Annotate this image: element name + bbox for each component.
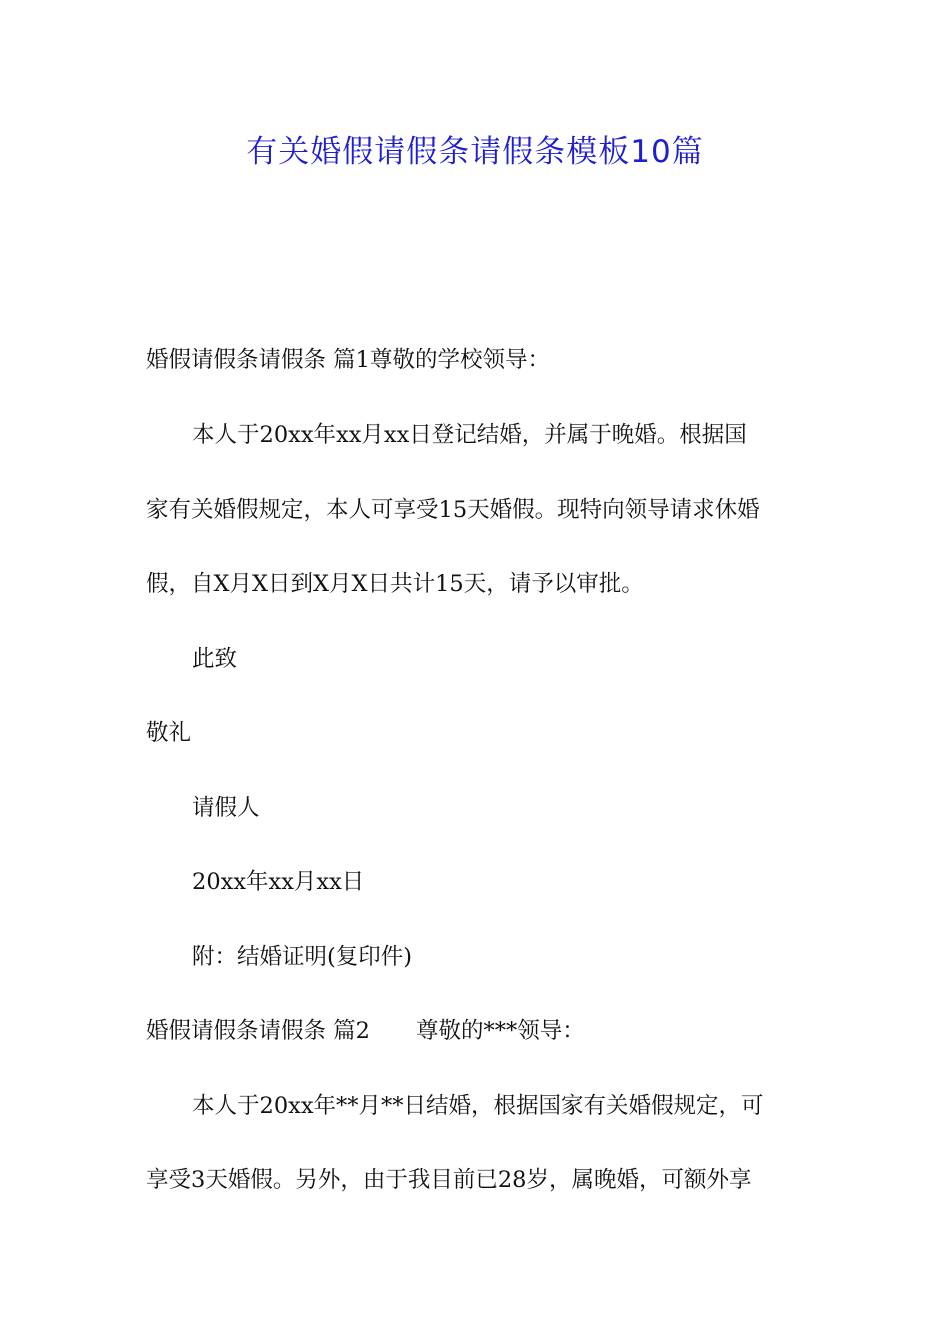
paragraph-line: 本人于20xx年xx月xx日登记结婚，并属于晚婚。根据国: [192, 422, 747, 448]
closing-regards: 敬礼: [146, 720, 192, 746]
signature-date: 20xx年xx月xx日: [192, 869, 365, 895]
closing-salutation: 此致: [192, 646, 238, 672]
attachment-note: 附：结婚证明(复印件): [192, 944, 413, 970]
section-2-title: 婚假请假条请假条 篇2: [146, 1018, 370, 1044]
paragraph-line: 假，自X月X日到X月X日共计15天，请予以审批。: [146, 571, 644, 597]
signature-label: 请假人: [192, 795, 260, 821]
section-2-salutation: 尊敬的***领导：: [415, 1018, 585, 1044]
document-title: 有关婚假请假条请假条模板10篇: [246, 134, 704, 170]
paragraph-line: 享受3天婚假。另外，由于我目前已28岁，属晚婚，可额外享: [146, 1167, 752, 1193]
paragraph-line: 本人于20xx年**月**日结婚，根据国家有关婚假规定，可: [192, 1093, 764, 1119]
section-2-heading: [146, 1011, 810, 1051]
section-1-heading: 婚假请假条请假条 篇1尊敬的学校领导：: [146, 347, 550, 373]
paragraph-line: 家有关婚假规定，本人可享受15天婚假。现特向领导请求休婚: [146, 497, 760, 523]
